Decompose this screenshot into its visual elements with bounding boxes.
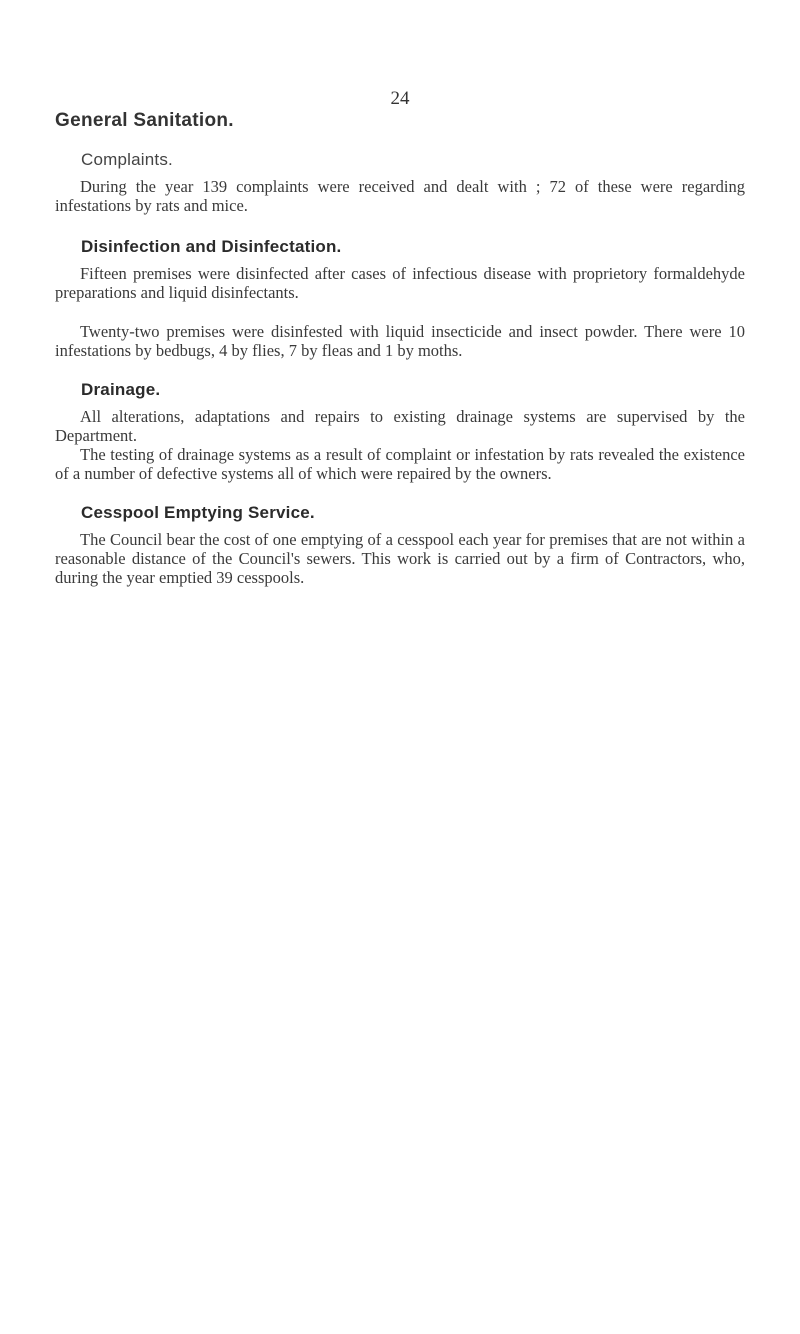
section-heading-disinfection: Disinfection and Disinfectation. [81, 237, 342, 256]
section-heading-drainage: Drainage. [81, 380, 161, 399]
page-title: General Sanitation. [55, 110, 234, 131]
section-cesspool [55, 503, 745, 587]
paragraph: Twenty-two premises were disinfested with liquid insecticide and insect powder. There were 10 infestations by bedbugs, 4 by flies, 7 by fleas and 1 by moths. [55, 322, 745, 360]
section-complaints [55, 150, 745, 215]
section-disinfection [55, 237, 745, 360]
section-heading-cesspool: Cesspool Emptying Service. [81, 503, 315, 522]
paragraph: The testing of drainage systems as a result of complaint or infestation by rats revealed the existence of a number of defective systems all of which were repaired by the owners. [55, 445, 745, 483]
paragraph: All alterations, adaptations and repairs to existing drainage systems are supervised by the Department. [55, 407, 745, 445]
document-body [55, 110, 745, 607]
section-heading-complaints: Complaints. [81, 150, 173, 169]
section-drainage [55, 380, 745, 483]
page-number: 24 [390, 88, 410, 109]
paragraph: Fifteen premises were disinfected after cases of infectious disease with proprietory formaldehyde preparations and liquid disinfectants. [55, 264, 745, 302]
paragraph: During the year 139 complaints were received and dealt with ; 72 of these were regarding infestations by rats and mice. [55, 177, 745, 215]
paragraph: The Council bear the cost of one emptying of a cesspool each year for premises that are not within a reasonable distance of the Council's sewers. This work is carried out by a firm of Contractors, who, during the year emptied 39 cesspools. [55, 530, 745, 587]
